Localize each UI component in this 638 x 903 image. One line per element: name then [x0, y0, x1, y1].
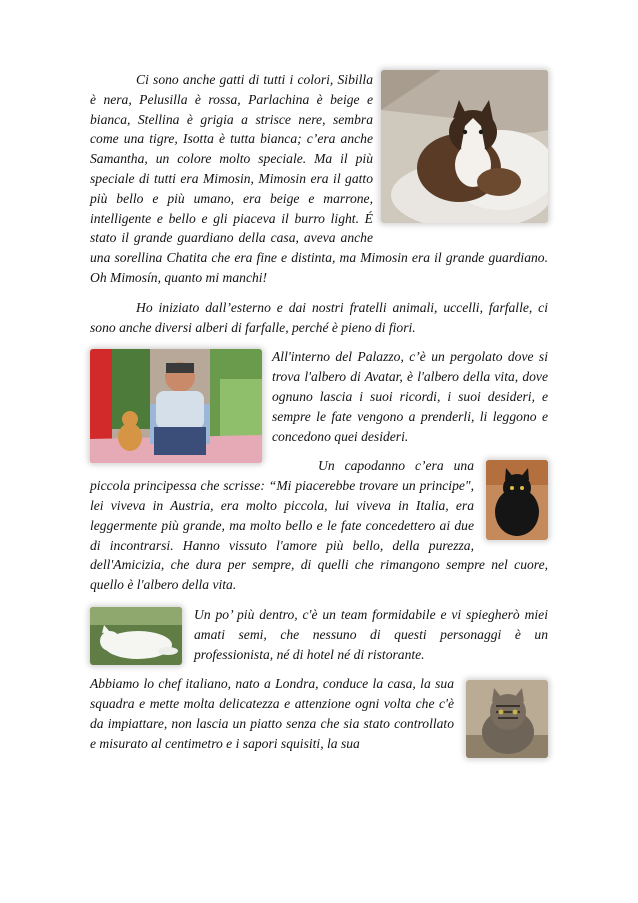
paragraph-cats-text: Ci sono anche gatti di tutti i colori, Sibilla è nera, Pelusilla è rossa, Parlachina è beige e bianca, Stellina è grigia a strisce nere, sembra come una tigre, Isotta è tutta bianca; c’era anche Samantha, un colore molto speciale. Ma il più speciale di tutti era Mimosin, Mimosin era il gatto più bello e più umano, era beige e marrone, intelligente e bello e gli piaceva il burro light. É stato il grande guardiano della casa, aveva anche una sorellina Chatita che era fine e distinta, ma Mimosin era il grande guardiano. Oh Mimosín, quanto mi manchi!: [90, 72, 548, 285]
white-cat-photo: [90, 607, 182, 665]
paragraph-chef: [90, 674, 548, 753]
paragraph-pergola-text: All'interno del Palazzo, c’è un pergolato dove si trova l'albero di Avatar, è l'albero della vita, dove ognuno lascia i suoi ricordi, i suoi desideri, e sempre le fate vengono a prenderli, li leggono e concedono quei desideri.: [272, 349, 548, 444]
black-cat-photo: [486, 460, 548, 540]
paragraph-pergola: [90, 347, 548, 446]
man-with-cat-photo: [90, 349, 262, 463]
document-page: [90, 70, 548, 764]
paragraph-team: [90, 605, 548, 664]
paragraph-princess: [90, 456, 548, 595]
paragraph-cats: [90, 70, 548, 288]
paragraph-chef-text: Abbiamo lo chef italiano, nato a Londra, conduce la casa, la sua squadra e mette molta delicatezza e attenzione ogni volta che c'è da impiattare, non lascia un piatto senza che sia stato controllato e misurato al centimetro e i sapori squisiti, la sua: [90, 676, 454, 751]
paragraph-team-text: Un po’ più dentro, c'è un team formidabile e vi spiegherò miei amati semi, che nessuno di questi personaggi è un professionista, né di hotel né di ristorante.: [194, 606, 548, 662]
brown-white-cat-photo: [381, 70, 548, 223]
paragraph-princess-text: Un capodanno c’era una piccola principessa che scrisse: “Mi piacerebbe trovare un principe", lei viveva in Austria, era molto piccola, lui viveva in Italia, era leggermente più grande, ma molto bello e le fate concedettero ai due di incontrarsi. Hanno vissuto l'amore più bello, della purezza, dell'Amicizia, che dura per sempre, di quelli che rimangono sempre nel cuore, quello è l'albero della vita.: [90, 458, 548, 593]
paragraph-outside: Ho iniziato dall’esterno e dai nostri fratelli animali, uccelli, farfalle, ci sono anche diversi alberi di farfalle, perché è pieno di fiori.: [90, 299, 548, 335]
tabby-cat-photo: [466, 680, 548, 758]
